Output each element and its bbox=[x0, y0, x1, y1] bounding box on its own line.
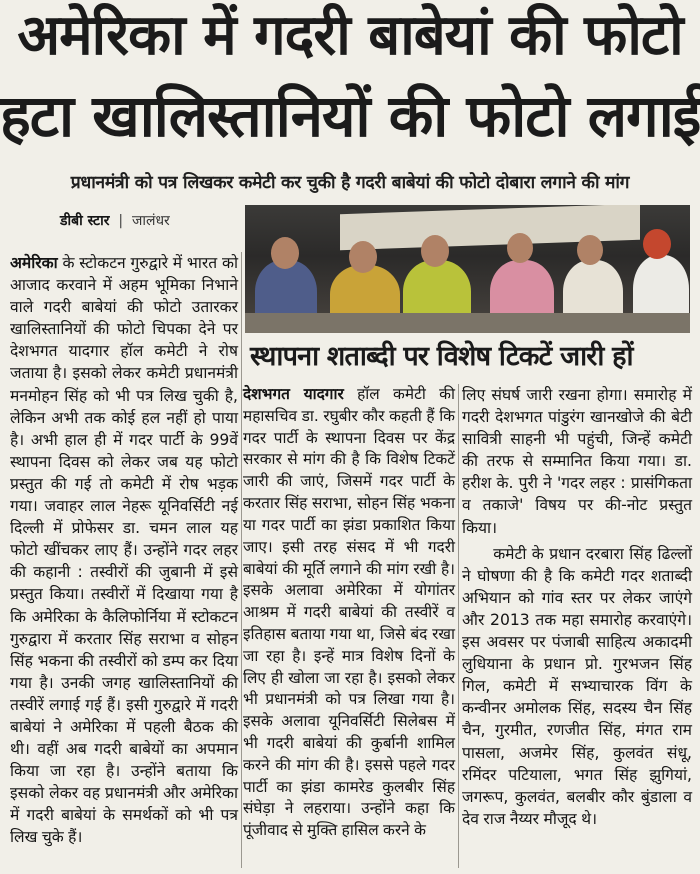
person-head bbox=[507, 233, 533, 263]
column1-text: के स्टोकटन गुरुद्वारे में भारत को आजाद करवाने में अहम भूमिका निभाने वाले गदरी बाबेयां की फोटो उतारकर खालिस्तानियों की फोटो चिपका देने पर देशभगत यादगार हॉल कमेटी ने रोष जताया है। इसको लेकर कमेटी प्रधानमंत्री मनमोहन सिंह को भी पत्र लिख चुकी है, लेकिन अभी तक कोई हल नहीं हो पाया है। अभी हाल ही में गदर पार्टी के 99वें स्थापना दिवस को लेकर जब यह फोटो प्रस्तुत की गई तो कमेटी में रोष भड़क गया। जवाहर लाल नेहरू यूनिवर्सिटी नई दिल्ली में प्रोफेसर डा. चमन लाल यह फोटो खींचकर लाए हैं। उन्होंने गदर लहर की कहानी : तस्वीरों की जुबानी में इसे प्रस्तुत किया। तस्वीरों में दिखाया गया है कि अमेरिका के कैलिफोर्निया में स्टोकटन गुरुद्वारा में करतार सिंह सराभा व सोहन सिंह भकना की तस्वीरों को डम्प कर दिया गया है। उनकी जगह खालिस्तानियों की तस्वीरें लगाई गई हैं। इसी गुरुद्वारे में गदरी बाबेयां ने अमेरिका में पहली बैठक की थी। वहीं अब गदरी बाबेयों का अपमान किया जा रहा है। उन्होंने बताया कि इसको लेकर वह प्रधानमंत्री और अमेरिका में गदरी बाबेयां के समर्थकों को भी पत्र लिख चुके हैं। bbox=[10, 254, 238, 847]
column3-paragraph-1: लिए संघर्ष जारी रखना होगा। समारोह में गदरी देशभगत पांडुरंग खानखोजे की बेटी सावित्री साहनी भी पहुंची, जिन्हें कमेटी की तरफ से सम्मानित किया गया। डा. हरीश के. पुरी ने 'गदर लहर : प्रासंगिकता व तकाजे' विषय पर की-नोट प्रस्तुत किया। bbox=[462, 386, 692, 537]
column1-lead: अमेरिका bbox=[10, 254, 58, 272]
person-head bbox=[271, 237, 299, 269]
column-divider bbox=[458, 384, 459, 868]
subheadline: प्रधानमंत्री को पत्र लिखकर कमेटी कर चुकी है गदरी बाबेयां की फोटो दोबारा लगाने की मांग bbox=[70, 173, 630, 193]
photo-caption-headline: स्थापना शताब्दी पर विशेष टिकटें जारी हों bbox=[250, 341, 633, 372]
stage-table bbox=[245, 313, 690, 333]
article-column-3 bbox=[462, 384, 692, 830]
byline bbox=[60, 211, 170, 230]
column2-text: हॉल कमेटी की महासचिव डा. रघुबीर कौर कहती हैं कि गदर पार्टी के स्थापना दिवस पर केंद्र सरकार से मांग की है कि विशेष टिकटें जारी की जाएं, जिसमें गदर पार्टी के करतार सिंह सराभा, सोहन सिंह भकना या गदर पार्टी का झंडा प्रकाशित किया जाए। इसी तरह संसद में भी गदरी बाबेयां की मूर्ति लगाने की मांग रखी है। इसके अलावा अमेरिका में योगांतर आश्रम में गदरी बाबेयां की तस्वीरें व इतिहास बताया गया था, जिसे बंद रखा जा रहा है। इन्हें मात्र विशेष दिनों के लिए ही खोला जा रहा है। इसको लेकर भी प्रधानमंत्री को पत्र लिखा गया है। इसके अलावा यूनिवर्सिटी सिलेबस में भी गदरी बाबेयां की कुर्बानी शामिल करने की मांग की है। इससे पहले गदर पार्टी का झंडा कामरेड कुलबीर सिंह संघेड़ा ने लहराया। उन्होंने कहा कि पूंजीवाद से मुक्ति हासिल करने के bbox=[243, 385, 455, 840]
person-turban bbox=[643, 229, 671, 259]
column2-lead: देशभगत यादगार bbox=[243, 385, 344, 403]
column3-paragraph-2: कमेटी के प्रधान दरबारा सिंह ढिल्लों ने घोषणा की है कि कमेटी गदर शताब्दी अभियान को गांव स्तर पर लेकर जाएंगे और 2013 तक महा समारोह करवाएंगे। इस अवसर पर पंजाबी साहित्य अकादमी लुधियाना के प्रधान प्रो. गुरभजन सिंह गिल, कमेटी में सभ्याचारक विंग के कन्वीनर अमोलक सिंह, सदस्य चैन सिंह चैन, गुरमीत, रणजीत सिंह, मंगत राम पासला, अजमेर सिंह, कुलवंत संधू, रमिंदर पटियाला, भगत सिंह झुगियां, जगरूप, कुलवंत, बलबीर कौर बुंडाला व देव राज नैय्यर मौजूद थे। bbox=[462, 544, 692, 828]
headline-line-1: अमेरिका में गदरी बाबेयां की फोटो bbox=[17, 3, 683, 68]
byline-source: डीबी स्टार bbox=[60, 213, 110, 229]
person-head bbox=[421, 235, 449, 267]
headline-line-2: हटा खालिस्तानियों की फोटो लगाई bbox=[0, 82, 700, 150]
event-photo bbox=[245, 205, 690, 333]
byline-separator: | bbox=[118, 213, 124, 229]
article-column-1 bbox=[10, 252, 238, 849]
byline-city: जालंधर bbox=[131, 213, 170, 229]
column-divider bbox=[241, 252, 242, 868]
person-head bbox=[349, 241, 377, 273]
article-column-2 bbox=[243, 384, 455, 842]
person-head bbox=[577, 235, 603, 265]
